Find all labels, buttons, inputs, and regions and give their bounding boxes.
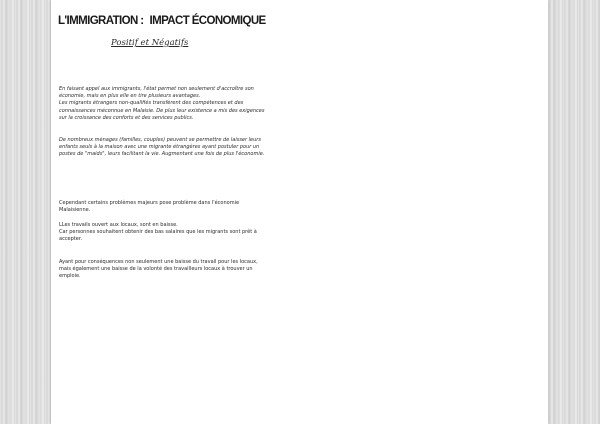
paragraph-consequences [59, 259, 277, 281]
paragraph-line: sur la croissance des conforts et des services publics. [59, 114, 194, 121]
page-subtitle: Positif et Négatifs [111, 38, 189, 48]
title-part-2: IMPACT ÉCONOMIQUE [149, 15, 266, 27]
paragraph-line: connaissances méconnue en Malaisie. De plus leur existence a mis des exigences [59, 107, 265, 114]
paragraph-line: En faisant appel aux immigrants, l'état permet non seulement d'accroître son [59, 86, 254, 92]
paragraph-line: enfants seuls à la maison avec une migrante étrangères ayant postuler pour un [59, 144, 260, 151]
page-title [58, 15, 266, 27]
paragraph-advantages [59, 86, 277, 122]
paragraph-line: économie, mais en plus elle en tire plusieurs avantages. [59, 93, 201, 100]
paragraph-line: Malaisienne. [59, 207, 91, 214]
paragraph-households [59, 137, 277, 159]
document-page [51, 0, 548, 424]
title-part-1: L'IMMIGRATION : [58, 15, 144, 27]
paragraph-problems [59, 200, 277, 214]
paragraph-line: Car personnes souhaitent obtenir des bas salaires que les migrants sont prêt à [59, 229, 257, 236]
background-texture-right [548, 0, 600, 424]
paragraph-line: Cependant certains problèmes majeurs pose problème dans l'économie [59, 200, 240, 206]
paragraph-line: LLes travails ouvert aux locaux, sont en baisse. [59, 222, 178, 228]
paragraph-line: Les migrants étrangers non-qualifiés transfèrent des compétences et des [59, 100, 244, 107]
background-texture-left [0, 0, 51, 424]
paragraph-line: De nombreux ménages (familles, couples) peuvent se permettre de laisser leurs [59, 137, 261, 143]
paragraph-local-jobs [59, 222, 277, 244]
paragraph-line: Ayant pour conséquences non seulement une baisse du travail pour les locaux, [59, 259, 258, 265]
paragraph-line: emploie. [59, 273, 81, 280]
paragraph-line: postes de "maids", leurs facilitant la vie. Augmentant une fois de plus l'économie. [59, 151, 265, 158]
paragraph-line: mais également une baisse de la volonté des travailleurs locaux à trouver un [59, 266, 253, 273]
paragraph-line: accepter. [59, 236, 83, 243]
